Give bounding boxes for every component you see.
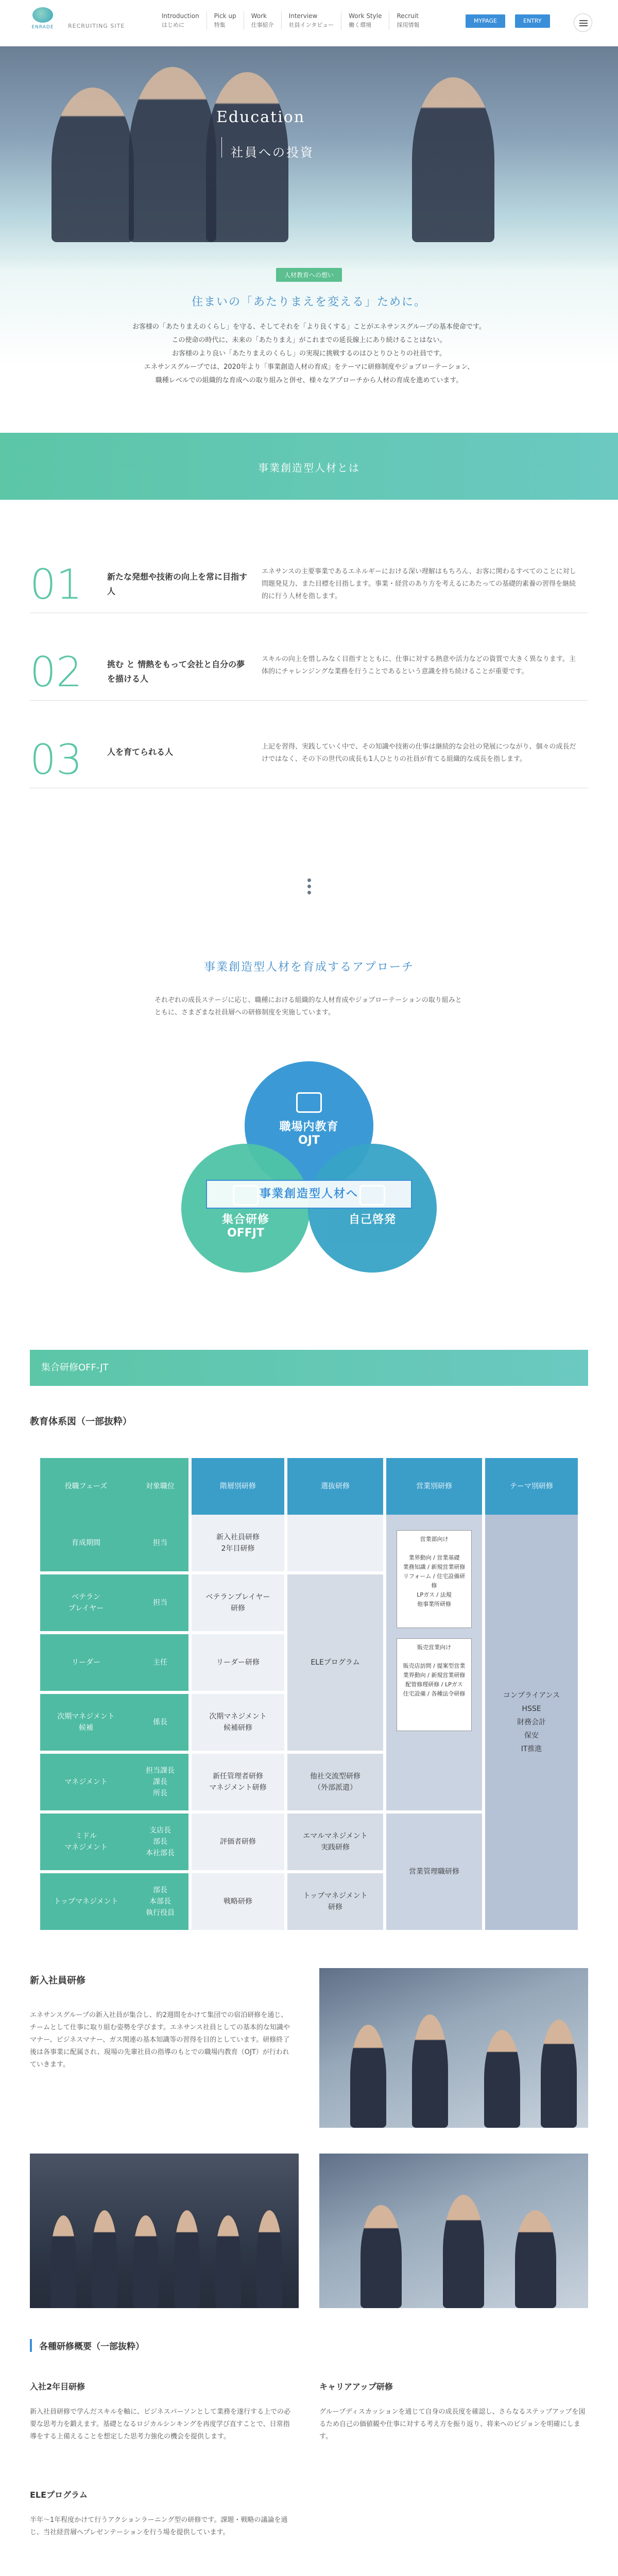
theme-cell: コンプライアンス HSSE 財務会計 保安 IT推進 xyxy=(485,1515,578,1930)
nav-label-en: Introduction xyxy=(162,12,199,20)
nav-label-ja: 採用情報 xyxy=(397,22,420,28)
col-header: 役職フェーズ xyxy=(40,1458,132,1515)
row-phase: トップマネジメント xyxy=(40,1873,132,1930)
circle-sub: OJT xyxy=(298,1134,320,1147)
hero-person-image xyxy=(52,88,134,242)
circle-title: 自己啓発 xyxy=(348,1213,396,1226)
training-desc: 半年〜1年程度かけて行うアクションラーニング型の研修です。課題・戦略の議論を通じ、当社経営層へプレゼンテーションを行う場を提供しています。 xyxy=(30,2516,288,2536)
circle-title: 職場内教育 xyxy=(279,1121,339,1133)
logo-mark-icon xyxy=(32,7,53,23)
row-target: 係長 xyxy=(132,1694,188,1751)
newhire-photo xyxy=(319,1968,588,2128)
site-label: RECRUITING SITE xyxy=(68,23,125,29)
col-header: 営業別研修 xyxy=(386,1458,482,1515)
intro-line: エネサンスグループでは、2020年より「事業創造人材の育成」をテーマに研修制度やジョブローテーション、 xyxy=(144,363,474,371)
training-title: キャリアアップ研修 xyxy=(319,2382,393,2392)
select-cell: ELEプログラム xyxy=(287,1574,383,1751)
approach-banner: 事業創造型人材へ xyxy=(206,1180,412,1209)
intro-line: お客様のより良い「あたりまえのくらし」の実現に挑戦するのはひとりひとりの社員です。 xyxy=(172,350,446,358)
nav-recruit[interactable] xyxy=(389,11,426,30)
nav-label-en: Pick up xyxy=(214,12,236,20)
nav-label-ja: 仕事紹介 xyxy=(251,22,274,28)
row-phase: リーダー xyxy=(40,1634,132,1691)
training-desc: グループディスカッションを通じて自身の成長度を確認し、さらなるステップアップを図るため自己の価値観や仕事に対する考え方を振り返り、将来へのビジョンを明確にします。 xyxy=(319,2408,586,2441)
intro-line: この使命の時代に、未来の「あたりまえ」がこれまでの延長線上にあり続けることはない。 xyxy=(171,336,447,344)
talent-item xyxy=(30,639,588,701)
hero-title-ja: 社員への投資 xyxy=(231,145,314,160)
talent-label: 挑む と 情熱をもって会社と自分の夢を描ける人 xyxy=(107,659,245,684)
row-hier: 評価者研修 xyxy=(192,1814,284,1870)
hamburger-menu-icon[interactable] xyxy=(574,13,592,32)
circle-sub: OFFJT xyxy=(227,1227,264,1240)
intro-badge: 人材教育への想い xyxy=(276,268,342,282)
training-title: 入社2年目研修 xyxy=(30,2382,85,2392)
row-hier: リーダー研修 xyxy=(192,1634,284,1691)
row-target: 部長 本部長 執行役員 xyxy=(132,1873,188,1930)
newhire-desc: エネサンスグループの新入社員が集合し、約2週間をかけて集団での宿泊研修を通じ、チームとして仕事に取り組む姿勢を学びます。エネサンス社員としての基本的な知識やマナー、ビジネスマナー、ガス関連の基本知識等の習得を目的としています。研修終了後は各事業に配属され、現場の先輩社員の指導のもとでの職場内教育（OJT）が行われていきます。 xyxy=(30,2011,290,2069)
row-hier: 新任管理者研修 マネジメント研修 xyxy=(192,1754,284,1810)
col-header: テーマ別研修 xyxy=(485,1458,578,1515)
sales-box: 営業部向け 業界動向 / 営業基礎 業務知識 / 新規営業研修 リフォーム / 住宅設備研修 LPガス / 法規 他事業所研修 xyxy=(397,1530,472,1628)
row-hier: ベテランプレイヤー 研修 xyxy=(192,1574,284,1631)
sales-box: 販売営業向け 販売店訪問 / 提案型営業 業界動向 / 新規営業研修 配管修理研修 / LPガス 住宅設備 / 各種法令研修 xyxy=(397,1638,472,1731)
row-target: 担当 xyxy=(132,1515,188,1571)
hero-title-en: Education xyxy=(216,108,305,126)
nav-label-en: Recruit xyxy=(397,12,419,20)
col-header: 対象職位 xyxy=(132,1458,188,1515)
circle-title: 集合研修 xyxy=(221,1213,269,1226)
select-cell: エマルマネジメント 実践研修 xyxy=(287,1814,383,1870)
nav-interview[interactable] xyxy=(281,11,341,30)
company-logo[interactable] xyxy=(20,7,66,38)
talent-number: 01 xyxy=(30,561,82,608)
section-title: 事業創造型人材とは xyxy=(258,462,360,474)
site-header xyxy=(0,0,618,46)
select-cell xyxy=(287,1515,383,1571)
nav-workstyle[interactable] xyxy=(341,11,389,30)
select-cell: トップマネジメント 研修 xyxy=(287,1873,383,1930)
hero-divider xyxy=(221,137,222,158)
approach-desc: それぞれの成長ステージに応じ、職種における組織的な人材育成やジョブローテーションの取り組みとともに、さまざまな社員層への研修制度を実施しています。 xyxy=(154,996,462,1016)
talent-item xyxy=(30,551,588,613)
talent-item xyxy=(30,726,588,788)
row-phase: 育成期間 xyxy=(40,1515,132,1571)
nav-label-ja: 特集 xyxy=(214,22,226,28)
nav-label-en: Work xyxy=(251,12,267,20)
talent-label: 人を育てられる人 xyxy=(107,747,174,757)
entry-button[interactable]: ENTRY xyxy=(515,14,550,28)
building-icon xyxy=(296,1092,322,1113)
nav-label-ja: 働く環境 xyxy=(349,22,372,28)
offjt-band: 集合研修OFF-JT xyxy=(30,1350,588,1386)
nav-label-en: Work Style xyxy=(349,12,382,20)
intro-body xyxy=(0,320,618,387)
intro-line: お客様の「あたりまえのくらし」を守る、そしてそれを「より良くする」ことがエネサンスグループの基本使命です。 xyxy=(132,323,486,331)
row-target: 支店長 部長 本社部長 xyxy=(132,1814,188,1870)
select-cell: 他社交流型研修 （外部派遣） xyxy=(287,1754,383,1810)
workshop-photo xyxy=(319,2154,588,2308)
nav-label-ja: 社員インタビュー xyxy=(288,22,334,28)
approach-title: 事業創造型人材を育成するアプローチ xyxy=(203,961,414,974)
nav-introduction[interactable] xyxy=(154,11,207,30)
row-hier: 新入社員研修 2年目研修 xyxy=(192,1515,284,1571)
hero-image xyxy=(0,46,618,273)
col-header: 選抜研修 xyxy=(287,1458,383,1515)
hero-person-image xyxy=(412,77,494,242)
group-photo xyxy=(30,2154,299,2308)
talent-number: 03 xyxy=(30,736,82,784)
row-hier: 次期マネジメント 候補研修 xyxy=(192,1694,284,1751)
talent-desc: 上記を習得、実践していく中で、その知識や技術の仕事は継続的な会社の発展につながり、個々の成長だけではなく、その下の世代の成長も1人ひとりの社員が育てる組織的な成長を指します。 xyxy=(262,743,576,763)
col-header: 階層別研修 xyxy=(192,1458,284,1515)
hero-person-image xyxy=(129,67,216,242)
row-phase: ベテラン プレイヤー xyxy=(40,1574,132,1631)
talent-number: 02 xyxy=(30,648,82,696)
intro-line: 職種レベルでの組織的な育成への取り組みと併せ、様々なアプローチから人材の育成を進めています。 xyxy=(155,377,463,384)
nav-label-en: Interview xyxy=(288,12,318,20)
newhire-title: 新入社員研修 xyxy=(30,1975,85,1986)
logo-text: ENRADE xyxy=(31,25,54,30)
training-title: ELEプログラム xyxy=(30,2490,88,2500)
talent-desc: エネサンスの主要事業であるエネルギーにおける深い理解はもちろん、お客に関わるすべてのことに対し問題発見力、また目標を目指します。事業・経営のあり方を考えるにあたっての基礎的素養の習得を継続的に行う人材を指します。 xyxy=(262,568,576,600)
nav-pickup[interactable] xyxy=(207,11,244,30)
education-system-table xyxy=(40,1458,578,1937)
sales-mgmt-cell: 営業管理職研修 xyxy=(386,1814,482,1930)
row-phase: マネジメント xyxy=(40,1754,132,1810)
talent-label: 新たな発想や技術の向上を常に目指す人 xyxy=(107,572,248,596)
talent-desc: スキルの向上を惜しみなく目指すとともに、仕事に対する熱意や活力などの資質で大きく異なります。主体的にチャレンジングな業務を行うことであるという意識を持ち続けることが重要です。 xyxy=(262,655,576,675)
nav-label-ja: はじめに xyxy=(162,22,184,28)
training-desc: 新入社員研修で学んだスキルを軸に、ビジネスパーソンとして業務を遂行する上での必要な思考力を鍛えます。基礎となるロジカルシンキングを再度学び直すことで、日常指導をする上備えることを想定した思考力強化の機会を提供します。 xyxy=(30,2408,290,2441)
row-target: 主任 xyxy=(132,1634,188,1691)
row-hier: 戦略研修 xyxy=(192,1873,284,1930)
global-nav xyxy=(154,11,426,30)
row-phase: 次期マネジメント 候補 xyxy=(40,1694,132,1751)
section-band xyxy=(0,433,618,500)
intro-title: 住まいの「あたりまえを変える」ために。 xyxy=(191,296,426,309)
section-dots xyxy=(306,876,312,897)
row-target: 担当課長 課長 所長 xyxy=(132,1754,188,1810)
mypage-button[interactable]: MYPAGE xyxy=(466,14,505,28)
system-title: 教育体系図（一部抜粋） xyxy=(30,1416,132,1427)
intro-section xyxy=(0,268,618,433)
row-phase: ミドル マネジメント xyxy=(40,1814,132,1870)
row-target: 担当 xyxy=(132,1574,188,1631)
overview-title: 各種研修概要（一部抜粋） xyxy=(30,2339,144,2352)
nav-work[interactable] xyxy=(244,11,281,30)
